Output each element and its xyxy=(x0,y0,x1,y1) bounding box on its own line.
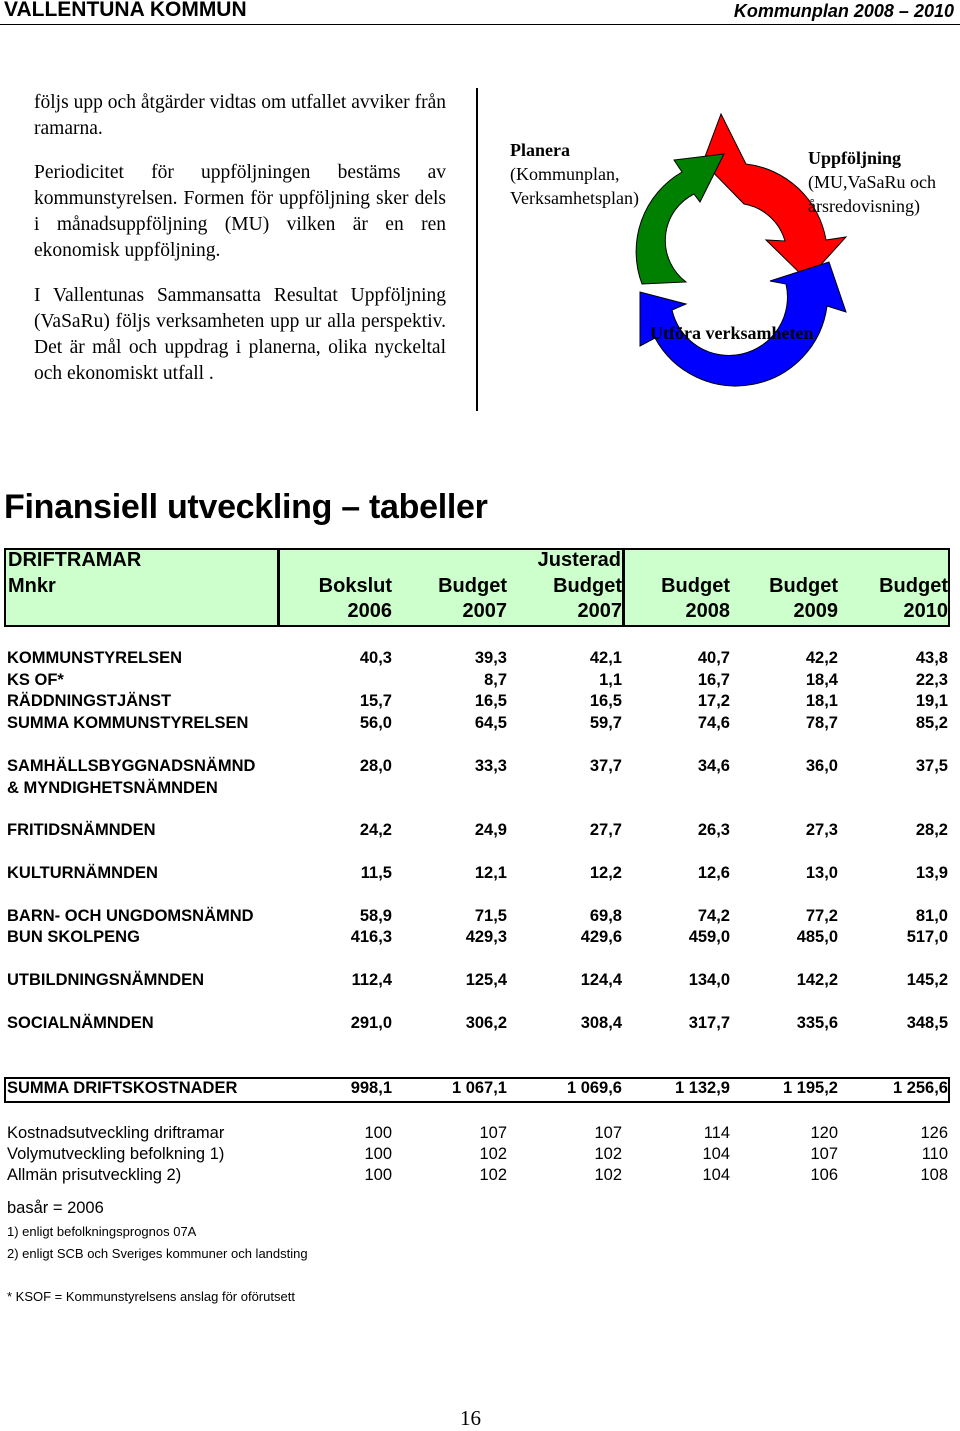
index-row xyxy=(7,1145,949,1167)
row-value: 308,4 xyxy=(580,1014,622,1032)
row-label: FRITIDSNÄMNDEN xyxy=(7,821,156,839)
row-value: 429,3 xyxy=(465,928,507,946)
row-value: 335,6 xyxy=(796,1014,838,1032)
row-value: 100 xyxy=(364,1145,392,1163)
table-row xyxy=(7,757,949,779)
row-value: 1 132,9 xyxy=(674,1079,730,1097)
row-value: 108 xyxy=(920,1166,948,1184)
table-row xyxy=(7,821,949,843)
column-header-label: Bokslut xyxy=(318,575,392,597)
row-value: 429,6 xyxy=(580,928,622,946)
row-value: 27,7 xyxy=(589,821,622,839)
table-row xyxy=(7,1014,949,1036)
row-label: Allmän prisutveckling 2) xyxy=(7,1166,182,1184)
row-value: 125,4 xyxy=(465,971,507,989)
row-value: 39,3 xyxy=(474,649,507,667)
row-value: 28,0 xyxy=(359,757,392,775)
row-value: 110 xyxy=(921,1145,948,1163)
row-value: 112,4 xyxy=(351,971,392,989)
row-value: 37,5 xyxy=(915,757,948,775)
row-value: 18,1 xyxy=(805,692,838,710)
row-value: 107 xyxy=(810,1145,838,1163)
row-value: 27,3 xyxy=(805,821,838,839)
table-row xyxy=(7,649,949,671)
row-value: 40,3 xyxy=(359,649,392,667)
column-divider xyxy=(476,88,478,411)
column-header-year: 2007 xyxy=(577,600,622,622)
row-value: 12,6 xyxy=(697,864,730,882)
row-value: 56,0 xyxy=(359,714,392,732)
column-header-label: Budget xyxy=(553,575,622,597)
total-row-box xyxy=(4,1077,950,1103)
table-row xyxy=(7,671,949,693)
row-value: 28,2 xyxy=(915,821,948,839)
follow-up-label xyxy=(808,146,936,218)
row-value: 71,5 xyxy=(474,907,507,925)
row-value: 106 xyxy=(810,1166,838,1184)
table-row xyxy=(7,928,949,950)
column-header-label: Budget xyxy=(661,575,730,597)
index-row xyxy=(7,1124,949,1146)
table-row xyxy=(7,714,949,736)
row-value: 77,2 xyxy=(805,907,838,925)
planning-cycle-diagram xyxy=(480,88,960,418)
execute-title: Utföra verksamheten xyxy=(650,323,814,343)
row-value: 100 xyxy=(364,1124,392,1142)
footnote-1: 1) enligt befolkningsprognos 07A xyxy=(7,1224,197,1239)
row-value: 34,6 xyxy=(697,757,730,775)
row-value: 291,0 xyxy=(350,1014,392,1032)
row-value: 42,1 xyxy=(589,649,622,667)
column-header-year: 2010 xyxy=(903,600,948,622)
green-cycle-arrow xyxy=(636,154,724,284)
row-value: 74,6 xyxy=(697,714,730,732)
execute-label xyxy=(650,321,813,345)
base-year-note: basår = 2006 xyxy=(7,1199,104,1217)
row-label: SOCIALNÄMNDEN xyxy=(7,1014,154,1032)
row-value: 126 xyxy=(920,1124,948,1142)
row-value: 16,5 xyxy=(474,692,507,710)
row-label: SAMHÄLLSBYGGNADSNÄMND xyxy=(7,757,256,775)
row-value: 22,3 xyxy=(915,671,948,689)
row-value: 24,9 xyxy=(474,821,507,839)
row-value: 59,7 xyxy=(589,714,622,732)
row-value: 16,7 xyxy=(697,671,730,689)
row-value: 33,3 xyxy=(474,757,507,775)
row-value: 13,0 xyxy=(805,864,838,882)
row-value: 37,7 xyxy=(589,757,622,775)
row-value: 1 069,6 xyxy=(566,1079,622,1097)
row-value: 416,3 xyxy=(350,928,392,946)
row-value: 1 256,6 xyxy=(892,1079,948,1097)
column-header-label: Budget xyxy=(438,575,507,597)
row-label: SUMMA KOMMUNSTYRELSEN xyxy=(7,714,249,732)
row-value: 19,1 xyxy=(915,692,948,710)
row-value: 134,0 xyxy=(688,971,730,989)
row-value: 64,5 xyxy=(474,714,507,732)
row-label: SUMMA DRIFTSKOSTNADER xyxy=(7,1079,238,1097)
row-value: 102 xyxy=(479,1166,507,1184)
plan-title: Planera xyxy=(510,140,570,160)
table-row xyxy=(7,779,949,801)
row-value: 58,9 xyxy=(359,907,392,925)
footnote-ksof: * KSOF = Kommunstyrelsens anslag för oförutsett xyxy=(7,1289,295,1304)
row-value: 36,0 xyxy=(805,757,838,775)
plan-subtitle-2: Verksamhetsplan) xyxy=(510,188,639,208)
table-row xyxy=(7,692,949,714)
row-label: & MYNDIGHETSNÄMNDEN xyxy=(7,779,218,797)
row-value: 145,2 xyxy=(906,971,948,989)
row-value: 517,0 xyxy=(906,928,948,946)
row-value: 12,1 xyxy=(474,864,507,882)
adjusted-label: Justerad xyxy=(537,549,621,571)
intro-paragraph-2: Periodicitet för uppföljningen bestäms av kommunstyrelsen. Formen för uppföljning sker dels i månadsuppföljning (MU) vilken är en ren ekonomisk uppföljning. xyxy=(34,162,446,261)
header-divider-1 xyxy=(277,548,280,627)
row-value: 78,7 xyxy=(805,714,838,732)
row-value: 15,7 xyxy=(359,692,392,710)
row-value: 998,1 xyxy=(350,1079,392,1097)
section-title: Finansiell utveckling – tabeller xyxy=(4,488,488,526)
follow-up-subtitle-2: årsredovisning) xyxy=(808,196,920,216)
column-header-year: 2006 xyxy=(347,600,392,622)
table-row xyxy=(7,971,949,993)
column-header-label: Budget xyxy=(769,575,838,597)
row-value: 81,0 xyxy=(915,907,948,925)
table-row xyxy=(7,864,949,886)
row-value: 85,2 xyxy=(915,714,948,732)
row-value: 18,4 xyxy=(805,671,838,689)
row-value: 40,7 xyxy=(697,649,730,667)
row-label: UTBILDNINGSNÄMNDEN xyxy=(7,971,205,989)
organization-name: VALLENTUNA KOMMUN xyxy=(4,0,247,21)
row-value: 107 xyxy=(479,1124,507,1142)
follow-up-subtitle-1: (MU,VaSaRu och xyxy=(808,172,936,192)
row-value: 102 xyxy=(594,1166,622,1184)
plan-subtitle-1: (Kommunplan, xyxy=(510,164,620,184)
follow-up-title: Uppföljning xyxy=(808,148,902,168)
intro-paragraph-1: följs upp och åtgärder vidtas om utfallet avviker från ramarna. xyxy=(34,92,446,139)
row-value: 1,1 xyxy=(599,671,622,689)
row-value: 74,2 xyxy=(697,907,730,925)
row-label: KS OF* xyxy=(7,671,64,689)
footnote-2: 2) enligt SCB och Sveriges kommuner och landsting xyxy=(7,1246,308,1261)
row-value: 102 xyxy=(594,1145,622,1163)
row-label: BUN SKOLPENG xyxy=(7,928,140,946)
row-value: 42,2 xyxy=(805,649,838,667)
column-header-year: 2008 xyxy=(685,600,730,622)
row-value: 43,8 xyxy=(915,649,948,667)
row-value: 17,2 xyxy=(697,692,730,710)
row-label: RÄDDNINGSTJÄNST xyxy=(7,692,172,710)
row-value: 124,4 xyxy=(580,971,622,989)
column-header-year: 2009 xyxy=(793,600,838,622)
row-value: 104 xyxy=(702,1166,730,1184)
row-label: Volymutveckling befolkning 1) xyxy=(7,1145,225,1163)
row-value: 11,5 xyxy=(360,864,392,882)
row-value: 24,2 xyxy=(359,821,392,839)
row-value: 142,2 xyxy=(796,971,838,989)
table-unit: Mnkr xyxy=(8,575,56,597)
row-value: 107 xyxy=(594,1124,622,1142)
row-label: KOMMUNSTYRELSEN xyxy=(7,649,183,667)
row-value: 348,5 xyxy=(906,1014,948,1032)
row-label: KULTURNÄMNDEN xyxy=(7,864,158,882)
row-value: 306,2 xyxy=(465,1014,507,1032)
row-value: 120 xyxy=(810,1124,838,1142)
column-header-label: Budget xyxy=(879,575,948,597)
row-value: 1 195,2 xyxy=(782,1079,838,1097)
plan-label xyxy=(510,138,639,210)
page-number: 16 xyxy=(460,1406,481,1430)
row-value: 102 xyxy=(479,1145,507,1163)
row-value: 26,3 xyxy=(697,821,730,839)
row-label: BARN- OCH UNGDOMSNÄMND xyxy=(7,907,254,925)
row-value: 12,2 xyxy=(589,864,622,882)
header-rule xyxy=(0,24,960,25)
row-value: 459,0 xyxy=(688,928,730,946)
intro-paragraph-3: I Vallentunas Sammansatta Resultat Uppföljning (VaSaRu) följs verksamheten upp ur alla perspektiv. Det är mål och uppdrag i planerna, olika nyckeltal och ekonomiskt utfall . xyxy=(34,285,446,384)
row-value: 69,8 xyxy=(589,907,622,925)
row-value: 114 xyxy=(703,1124,730,1142)
row-value: 8,7 xyxy=(484,671,507,689)
row-value: 13,9 xyxy=(915,864,948,882)
row-value: 485,0 xyxy=(796,928,838,946)
index-row xyxy=(7,1166,949,1188)
row-label: Kostnadsutveckling driftramar xyxy=(7,1124,225,1142)
row-value: 104 xyxy=(702,1145,730,1163)
row-value: 16,5 xyxy=(589,692,622,710)
row-value: 100 xyxy=(364,1166,392,1184)
document-title: Kommunplan 2008 – 2010 xyxy=(733,1,954,21)
table-row xyxy=(7,907,949,929)
row-value: 1 067,1 xyxy=(451,1079,507,1097)
row-value: 317,7 xyxy=(688,1014,730,1032)
column-header-year: 2007 xyxy=(462,600,507,622)
table-title: DRIFTRAMAR xyxy=(8,549,142,571)
